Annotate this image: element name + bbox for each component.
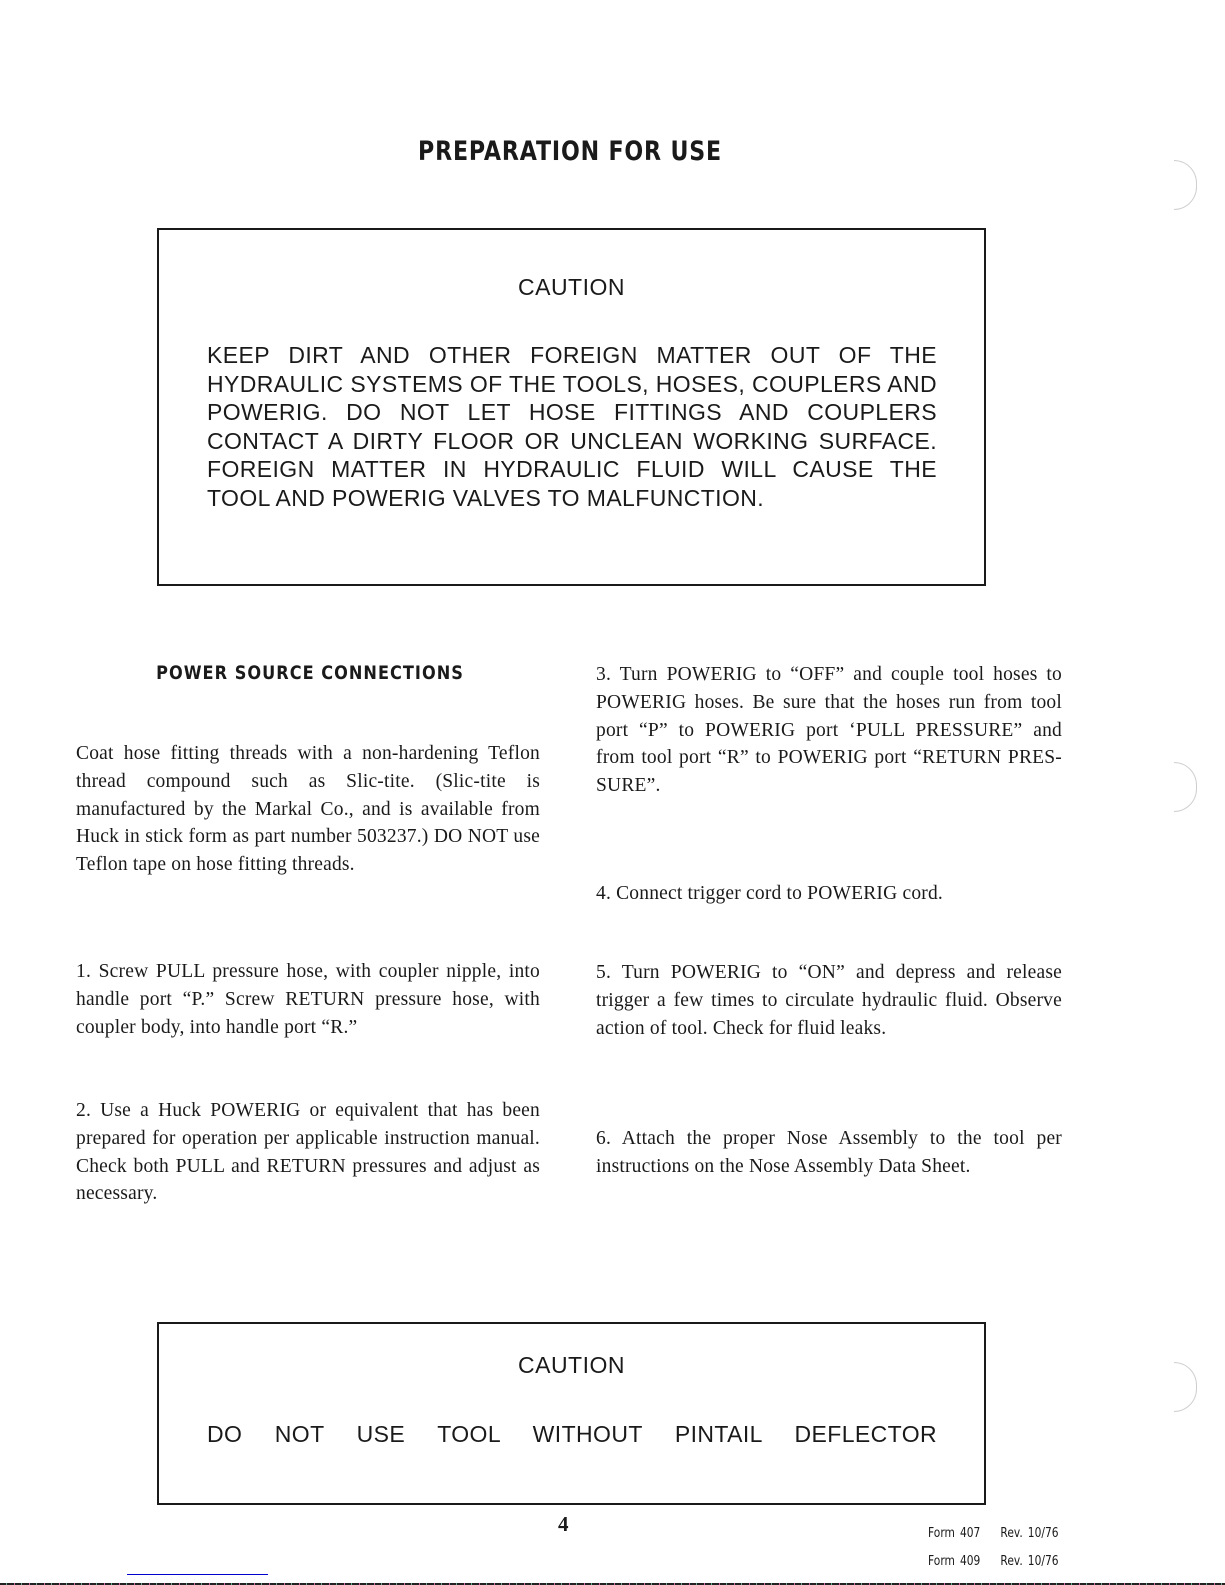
section-heading-power-source: POWER SOURCE CONNECTIONS: [156, 662, 464, 684]
binder-hole-mark: [1174, 160, 1197, 210]
caution-heading: CAUTION: [518, 1352, 625, 1378]
binder-hole-mark: [1174, 1362, 1197, 1412]
revision-date: Rev. 10/76: [1000, 1554, 1059, 1569]
step-4: 4. Connect trigger cord to POWERIG cord.: [596, 883, 944, 904]
form-revision-line: [918, 1539, 1059, 1569]
step-2: 2. Use a Huck POWERIG or equivalent that has been prepared for operation per applicable instruction manual. Check both PULL and RETURN pressures and adjust as necessary.: [76, 1100, 540, 1205]
step-3: 3. Turn POWERIG to “OFF” and couple tool hoses to POWERIG hoses. Be sure that the hoses run from tool port “P” to POWERIG port ‘PULL PRESSURE” and from tool port “R” to POWERIG port “RETURN PRES-SURE”.: [596, 664, 1062, 797]
caution-box-top: [157, 228, 986, 586]
revision-date: Rev. 10/76: [1000, 1526, 1059, 1541]
step-6: 6. Attach the proper Nose Assembly to the tool per instructions on the Nose Assembly Data Sheet.: [596, 1128, 1062, 1177]
intro-paragraph: Coat hose fitting threads with a non-hardening Teflon thread compound such as Slic-tite. (Slic-tite is manufactured by the Markal Co., and is available from Huck in stick form as part number 503237.) DO NOT use Teflon tape on hose fitting threads.: [76, 743, 540, 876]
step-5: 5. Turn POWERIG to “ON” and depress and release trigger a few times to circulate hydraulic fluid. Observe action of tool. Check for fluid leaks.: [596, 962, 1062, 1039]
binder-hole-mark: [1174, 762, 1197, 812]
form-number: Form 407: [928, 1526, 981, 1541]
step-1: 1. Screw PULL pressure hose, with coupler nipple, into handle port “P.” Screw RETURN pressure hose, with coupler body, into handle port “R.”: [76, 961, 540, 1038]
form-number: Form 409: [928, 1554, 981, 1569]
page-number: 4: [558, 1512, 569, 1536]
page-title: PREPARATION FOR USE: [418, 136, 722, 167]
caution-heading: CAUTION: [518, 274, 625, 300]
caution-text: DO NOT USE TOOL WITHOUT PINTAIL DEFLECTOR: [207, 1421, 937, 1447]
caution-box-bottom: [157, 1322, 986, 1505]
form-revision-line: [918, 1511, 1059, 1541]
caution-text: KEEP DIRT AND OTHER FOREIGN MATTER OUT OF THE HYDRAULIC SYSTEMS OF THE TOOLS, HOSES, COUPLERS AND POWERIG. DO NOT LET HOSE FITTINGS AND COUPLERS CONTACT A DIRTY FLOOR OR UNCLEAN WORKING SURFACE. FOREIGN MATTER IN HYDRAULIC FLUID WILL CAUSE THE TOOL AND POWERIG VALVES TO MALFUNCTION.: [207, 342, 937, 511]
scan-artifact-line: [127, 1574, 268, 1575]
